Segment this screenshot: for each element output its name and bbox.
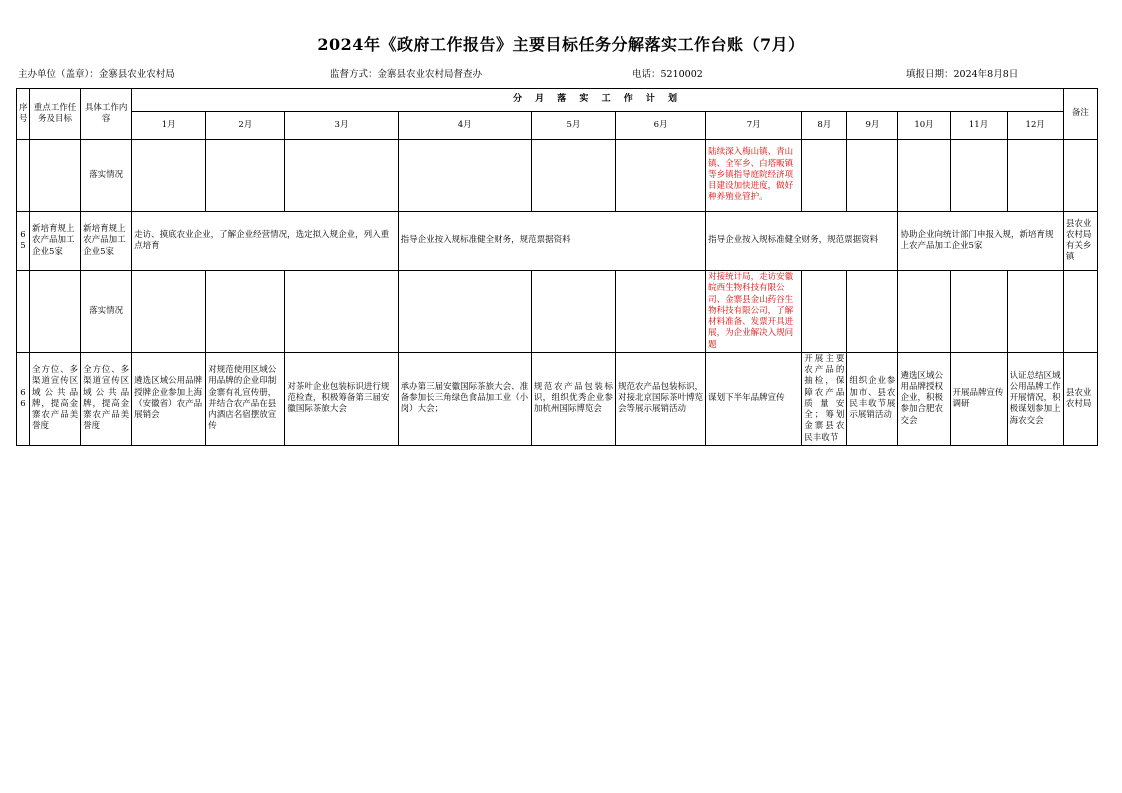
table-row xyxy=(17,212,1098,271)
impl-july-r64: 陆续深入梅山镇、青山镇、全军乡、白塔畈镇等乡镇指导庭院经济项目建设加快进度，做好种养殖业管护。 xyxy=(706,140,802,212)
header-month-11: 11月 xyxy=(950,112,1007,140)
page-title: 2024年《政府工作报告》主要目标任务分解落实工作台账（7月） xyxy=(317,35,805,54)
row-content: 新培育规上农产品加工企业5家 xyxy=(81,212,132,271)
header-task: 重点工作任务及目标 xyxy=(30,89,81,140)
report-date: 填报日期：2024年8月8日 xyxy=(906,69,1019,80)
header-month-1: 1月 xyxy=(132,112,206,140)
table-row xyxy=(17,271,1098,353)
header-monthly-plan: 分 月 落 实 工 作 计 划 xyxy=(132,89,1064,112)
header-month-6: 6月 xyxy=(615,112,705,140)
header-month-7: 7月 xyxy=(706,112,802,140)
row-task: 新培育规上农产品加工企业5家 xyxy=(30,212,81,271)
plan-months-7-9: 指导企业按入规标准健全财务，规范票据资料 xyxy=(706,212,898,271)
plan-month-9: 组织企业参加市、县农民丰收节展示展销活动 xyxy=(847,353,898,446)
table-row xyxy=(17,353,1098,446)
plan-month-6: 规范农产品包装标识，对接北京国际茶叶博览会等展示展销活动 xyxy=(615,353,705,446)
row-seq: 65 xyxy=(17,212,30,271)
header-month-10: 10月 xyxy=(898,112,950,140)
phone-number: 电话：5210002 xyxy=(632,69,703,80)
plan-month-2: 对规范使用区域公用品牌的企业印制金寨有礼宣传册，并结合农产品在县内酒店名宿摆放宣传 xyxy=(206,353,285,446)
plan-months-10-12: 协助企业向统计部门申报入规，新培育规上农产品加工企业5家 xyxy=(898,212,1063,271)
header-note: 备注 xyxy=(1063,89,1097,140)
header-month-12: 12月 xyxy=(1007,112,1063,140)
plan-month-7: 谋划下半年品牌宣传 xyxy=(706,353,802,446)
header-month-5: 5月 xyxy=(531,112,615,140)
plan-month-12: 认证总结区域公用品牌工作开展情况，积极谋划参加上海农交会 xyxy=(1007,353,1063,446)
plan-months-4-6: 指导企业按入规标准健全财务，规范票据资料 xyxy=(398,212,706,271)
plan-month-5: 规范农产品包装标识，组织优秀企业参加杭州国际博览会 xyxy=(531,353,615,446)
row-note: 县农业农村局有关乡镇 xyxy=(1063,212,1097,271)
row-seq: 66 xyxy=(17,353,30,446)
row-task: 全方位、多渠道宣传区域公共品牌，提高金寨农产品美誉度 xyxy=(30,353,81,446)
plan-month-3: 对茶叶企业包装标识进行规范检查，积极筹备第三届安徽国际茶旅大会 xyxy=(285,353,398,446)
plan-month-10: 遴选区域公用品牌授权企业，积极参加合肥农交会 xyxy=(898,353,950,446)
row-content: 全方位、多渠道宣传区域公共品牌，提高金寨农产品美誉度 xyxy=(81,353,132,446)
header-month-9: 9月 xyxy=(847,112,898,140)
plan-month-1: 遴选区域公用品牌授牌企业参加上海（安徽省）农产品展销会 xyxy=(132,353,206,446)
plan-month-4: 承办第三届安徽国际茶旅大会、准备参加长三角绿色食品加工业（小岗）大会； xyxy=(398,353,531,446)
table-row xyxy=(17,140,1098,212)
header-content: 具体工作内容 xyxy=(81,89,132,140)
header-month-2: 2月 xyxy=(206,112,285,140)
host-unit: 主办单位（盖章）：金寨县农业农村局 xyxy=(18,69,175,80)
header-month-4: 4月 xyxy=(398,112,531,140)
plan-month-11: 开展品牌宣传调研 xyxy=(950,353,1007,446)
supervision-method: 监督方式：金寨县农业农村局督查办 xyxy=(330,69,483,80)
ledger-table xyxy=(16,88,1098,446)
impl-label: 落实情况 xyxy=(81,271,132,353)
header-seq: 序号 xyxy=(17,89,30,140)
plan-month-8: 开展主要农产品的抽检，保障农产品质量安全；筹划金寨县农民丰收节 xyxy=(802,353,847,446)
row-note: 县农业农村局 xyxy=(1063,353,1097,446)
impl-july-r65: 对接统计局，走访安徽皖西生物科技有限公司、金寨县金山药谷生物科技有限公司，了解材料准备、发票开具进展，为企业解决入规问题 xyxy=(706,271,802,353)
impl-label: 落实情况 xyxy=(81,140,132,212)
plan-months-1-3: 走访、摸底农业企业，了解企业经营情况，选定拟入规企业，列入重点培育 xyxy=(132,212,398,271)
header-month-3: 3月 xyxy=(285,112,398,140)
header-month-8: 8月 xyxy=(802,112,847,140)
